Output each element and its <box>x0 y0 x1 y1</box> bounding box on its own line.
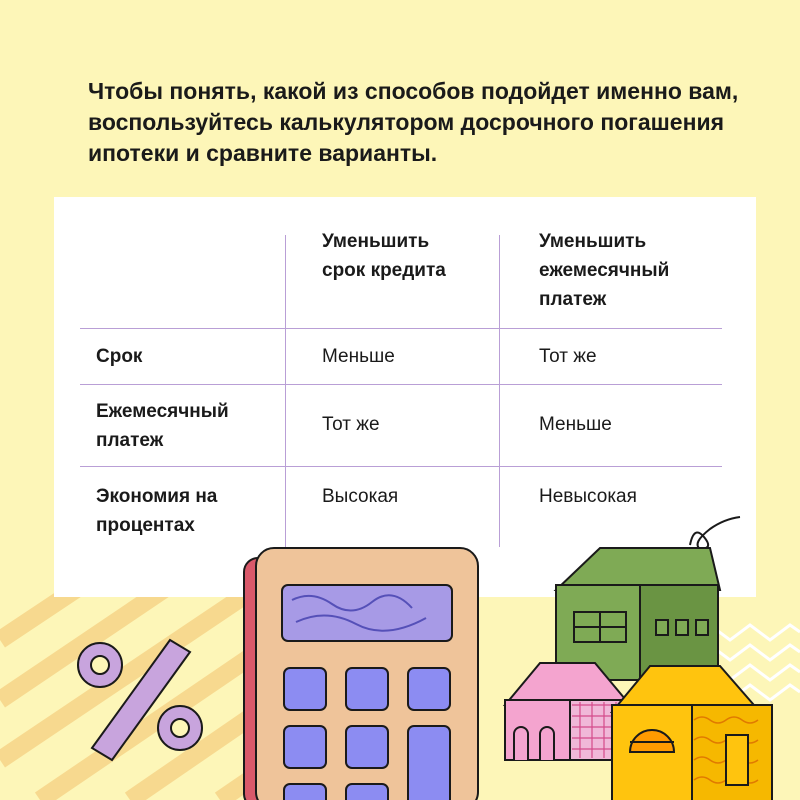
column-header-shorten-term: Уменьшить срок кредита <box>322 231 446 281</box>
calculator-icon <box>244 548 478 800</box>
row-label-monthly-payment: Ежемесячный платеж <box>96 401 229 451</box>
table-cell: Невысокая <box>539 486 637 507</box>
table-cell: Тот же <box>322 414 380 435</box>
row-label-term: Срок <box>96 346 143 367</box>
table-cell: Высокая <box>322 486 399 507</box>
table-cell: Меньше <box>539 414 612 435</box>
houses-icon <box>505 517 772 800</box>
table-cell: Меньше <box>322 346 395 367</box>
column-header-reduce-payment: Уменьшить ежемесячный платеж <box>539 231 670 310</box>
table-cell: Тот же <box>539 346 597 367</box>
row-label-interest-savings: Экономия на процентах <box>96 486 218 536</box>
intro-text: Чтобы понять, какой из способов подойдет именно вам, воспользуйтесь калькулятором досрочного погашения ипотеки и сравните варианты. <box>88 78 739 166</box>
percent-icon <box>78 640 202 760</box>
